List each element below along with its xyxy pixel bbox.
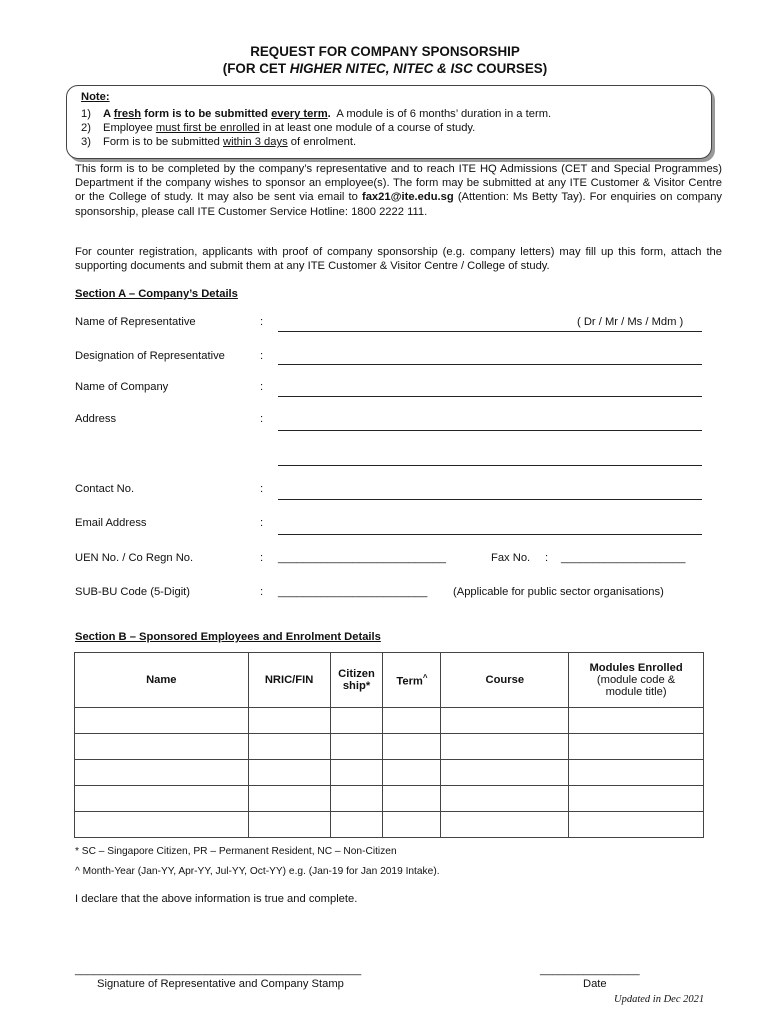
email-field[interactable] bbox=[278, 534, 702, 535]
col-term: Term^ bbox=[383, 653, 441, 708]
fax-field[interactable]: ____________________ bbox=[561, 552, 686, 564]
colon: : bbox=[260, 517, 264, 529]
cell-name[interactable] bbox=[75, 708, 249, 734]
address-field-line-1[interactable] bbox=[278, 430, 702, 431]
label-contact-no: Contact No. bbox=[75, 483, 135, 495]
cell-course[interactable] bbox=[441, 786, 569, 812]
declaration-text: I declare that the above information is true and complete. bbox=[75, 893, 358, 905]
salutation-options: ( Dr / Mr / Ms / Mdm ) bbox=[577, 316, 684, 328]
table-header-row bbox=[75, 653, 704, 708]
cell-citizenship[interactable] bbox=[330, 812, 383, 838]
col-modules: Modules Enrolled (module code & module title) bbox=[569, 653, 704, 708]
form-title: REQUEST FOR COMPANY SPONSORSHIP bbox=[250, 44, 520, 59]
cell-nric[interactable] bbox=[248, 708, 330, 734]
colon: : bbox=[260, 552, 264, 564]
cell-modules[interactable] bbox=[569, 760, 704, 786]
note-item-1: 1) A fresh form is to be submitted every term. A module is of 6 months’ duration in a term. bbox=[81, 108, 552, 120]
col-name: Name bbox=[75, 653, 249, 708]
cell-modules[interactable] bbox=[569, 734, 704, 760]
contact-email: fax21@ite.edu.sg bbox=[361, 191, 454, 204]
cell-modules[interactable] bbox=[569, 708, 704, 734]
cell-name[interactable] bbox=[75, 760, 249, 786]
footnote-term: ^ Month-Year (Jan-YY, Apr-YY, Jul-YY, Oct-YY) e.g. (Jan-19 for Jan 2019 Intake). bbox=[75, 866, 440, 877]
col-course: Course bbox=[441, 653, 569, 708]
cell-citizenship[interactable] bbox=[330, 760, 383, 786]
cell-course[interactable] bbox=[441, 760, 569, 786]
colon: : bbox=[260, 381, 264, 393]
cell-term[interactable] bbox=[383, 708, 441, 734]
section-b-heading: Section B – Sponsored Employees and Enrolment Details bbox=[75, 631, 381, 643]
colon: : bbox=[545, 552, 549, 564]
label-rep-name: Name of Representative bbox=[75, 316, 196, 328]
subtitle-suffix: COURSES) bbox=[472, 61, 548, 76]
section-a-heading: Section A – Company’s Details bbox=[75, 288, 238, 300]
cell-modules[interactable] bbox=[569, 786, 704, 812]
rep-name-field[interactable] bbox=[278, 331, 702, 332]
col-nric: NRIC/FIN bbox=[248, 653, 330, 708]
cell-nric[interactable] bbox=[248, 812, 330, 838]
company-name-field[interactable] bbox=[278, 396, 702, 397]
cell-nric[interactable] bbox=[248, 760, 330, 786]
cell-name[interactable] bbox=[75, 786, 249, 812]
address-field-line-2[interactable] bbox=[278, 465, 702, 466]
cell-course[interactable] bbox=[441, 734, 569, 760]
intro-paragraph-2: For counter registration, applicants with proof of company sponsorship (e.g. company letters) may fill up this form, attach the supporting documents and submit them at any ITE Customer & Visitor Centre / College of study. bbox=[75, 246, 722, 273]
subtitle-courses: HIGHER NITEC, NITEC & ISC bbox=[289, 61, 473, 76]
signature-field[interactable]: ______________________________________________ bbox=[75, 964, 362, 976]
label-rep-designation: Designation of Representative bbox=[75, 350, 225, 362]
cell-term[interactable] bbox=[383, 786, 441, 812]
subbu-field[interactable]: ________________________ bbox=[278, 586, 428, 598]
cell-course[interactable] bbox=[441, 708, 569, 734]
table-row bbox=[75, 812, 704, 838]
date-label: Date bbox=[583, 978, 607, 990]
cell-term[interactable] bbox=[383, 734, 441, 760]
note-item-3: 3) Form is to be submitted within 3 days of enrolment. bbox=[81, 136, 357, 148]
note-box bbox=[66, 85, 712, 159]
cell-term[interactable] bbox=[383, 760, 441, 786]
note-heading: Note: bbox=[81, 91, 110, 103]
cell-citizenship[interactable] bbox=[330, 786, 383, 812]
cell-nric[interactable] bbox=[248, 786, 330, 812]
cell-name[interactable] bbox=[75, 734, 249, 760]
subbu-note: (Applicable for public sector organisations) bbox=[453, 586, 664, 598]
cell-citizenship[interactable] bbox=[330, 708, 383, 734]
employees-table bbox=[74, 652, 704, 838]
cell-citizenship[interactable] bbox=[330, 734, 383, 760]
signature-label: Signature of Representative and Company Stamp bbox=[97, 978, 344, 990]
label-company-name: Name of Company bbox=[75, 381, 169, 393]
subtitle-prefix: (FOR CET bbox=[222, 61, 290, 76]
cell-nric[interactable] bbox=[248, 734, 330, 760]
label-email: Email Address bbox=[75, 517, 147, 529]
contact-no-field[interactable] bbox=[278, 499, 702, 500]
footnote-citizenship: * SC – Singapore Citizen, PR – Permanent Resident, NC – Non-Citizen bbox=[75, 846, 397, 857]
date-field[interactable]: ________________ bbox=[540, 964, 640, 976]
intro-paragraph-1: This form is to be completed by the company’s representative and to reach ITE HQ Admissions (CET and Special Programmes) Department if the company wishes to sponsor an employee(s). The form may be submitted at any ITE Customer & Visitor Centre or the College of study. It may also be sent via email to fax21@ite.edu.sg (Attention: Ms Betty Tay). For enquiries on company sponsorship, please call ITE Customer Service Hotline: 1800 2222 111. bbox=[75, 163, 723, 218]
label-address: Address bbox=[75, 413, 117, 425]
cell-modules[interactable] bbox=[569, 812, 704, 838]
table-row bbox=[75, 708, 704, 734]
label-subbu: SUB-BU Code (5-Digit) bbox=[75, 586, 191, 598]
col-citizenship: Citizen ship* bbox=[330, 653, 383, 708]
colon: : bbox=[260, 413, 264, 425]
colon: : bbox=[260, 316, 264, 328]
colon: : bbox=[260, 586, 264, 598]
colon: : bbox=[260, 483, 264, 495]
table-row bbox=[75, 786, 704, 812]
uen-field[interactable]: ___________________________ bbox=[278, 552, 446, 564]
rep-designation-field[interactable] bbox=[278, 364, 702, 365]
cell-name[interactable] bbox=[75, 812, 249, 838]
label-fax: Fax No. bbox=[491, 552, 531, 564]
cell-course[interactable] bbox=[441, 812, 569, 838]
label-uen: UEN No. / Co Regn No. bbox=[75, 552, 194, 564]
updated-note: Updated in Dec 2021 bbox=[614, 994, 705, 1005]
form-subtitle bbox=[0, 61, 770, 76]
cell-term[interactable] bbox=[383, 812, 441, 838]
table-row bbox=[75, 760, 704, 786]
colon: : bbox=[260, 350, 264, 362]
note-item-2: 2) Employee must first be enrolled in at least one module of a course of study. bbox=[81, 122, 476, 134]
table-row bbox=[75, 734, 704, 760]
